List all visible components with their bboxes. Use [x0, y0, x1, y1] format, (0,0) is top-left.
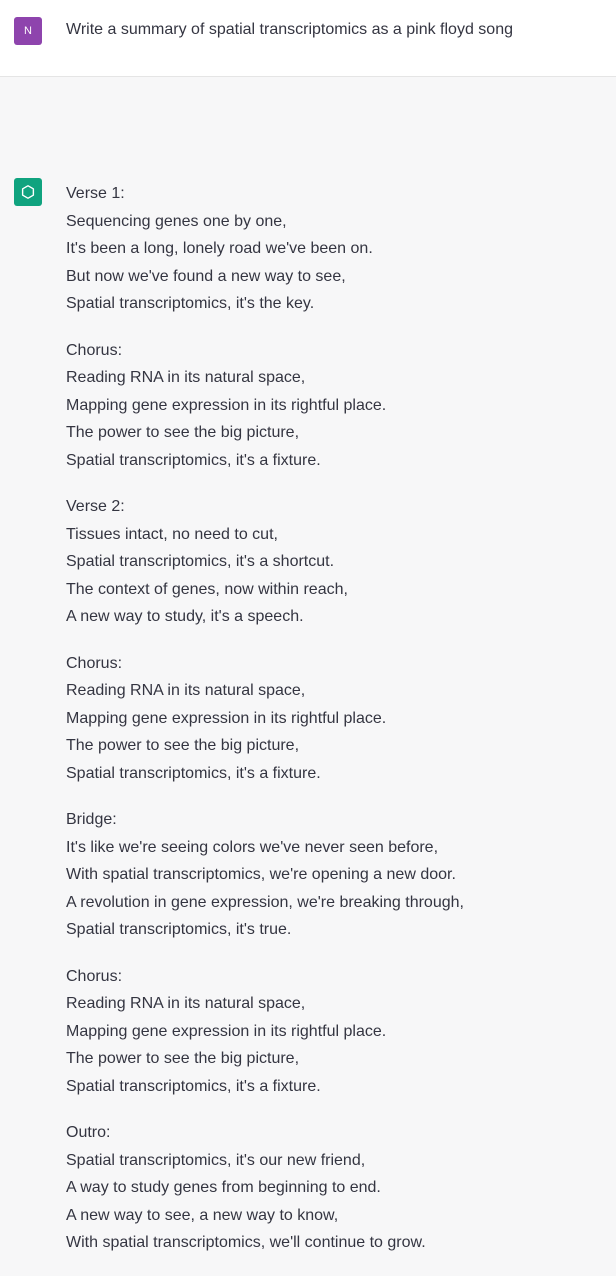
user-avatar: N [14, 17, 42, 45]
lyric-line: A new way to see, a new way to know, [66, 1206, 339, 1224]
lyric-line: Sequencing genes one by one, [66, 212, 287, 230]
user-message-row [0, 0, 616, 77]
user-message-text: Write a summary of spatial transcriptomics as a pink floyd song [66, 21, 513, 38]
lyric-line: A way to study genes from beginning to end. [66, 1179, 381, 1196]
lyric-line: But now we've found a new way to see, [66, 267, 346, 285]
stanza-chorus-2 [66, 650, 606, 788]
stanza-chorus-3 [66, 963, 606, 1101]
lyric-line: Reading RNA in its natural space, [66, 682, 306, 699]
lyric-line: Reading RNA in its natural space, [66, 369, 306, 386]
lyric-line: It's like we're seeing colors we've never seen before, [66, 838, 439, 856]
assistant-avatar [14, 178, 42, 206]
lyric-line: Spatial transcriptomics, it's a fixture. [66, 451, 321, 469]
stanza-heading: Bridge: [66, 811, 117, 828]
stanza-heading: Chorus: [66, 341, 123, 359]
lyric-line: The context of genes, now within reach, [66, 580, 348, 598]
lyric-line: Mapping gene expression in its rightful place. [66, 1022, 387, 1040]
lyric-line: Mapping gene expression in its rightful place. [66, 709, 387, 727]
stanza-heading: Verse 2: [66, 498, 125, 515]
lyric-line: Tissues intact, no need to cut, [66, 525, 278, 543]
lyric-line: The power to see the big picture, [66, 737, 300, 754]
assistant-message-text [66, 180, 606, 1276]
lyric-line: It's been a long, lonely road we've been on. [66, 240, 373, 257]
stanza-verse-1 [66, 180, 606, 318]
stanza-bridge [66, 806, 606, 944]
lyric-line: With spatial transcriptomics, we're opening a new door. [66, 866, 456, 883]
lyric-line: With spatial transcriptomics, we'll continue to grow. [66, 1234, 426, 1251]
lyric-line: Reading RNA in its natural space, [66, 995, 306, 1012]
lyric-line: Spatial transcriptomics, it's our new friend, [66, 1151, 366, 1169]
stanza-heading: Verse 1: [66, 185, 125, 202]
lyric-line: A revolution in gene expression, we're breaking through, [66, 893, 464, 911]
lyric-line: Spatial transcriptomics, it's true. [66, 921, 292, 938]
stanza-chorus-1 [66, 337, 606, 475]
lyric-line: The power to see the big picture, [66, 424, 300, 441]
openai-logo-icon [18, 182, 38, 202]
lyric-line: Mapping gene expression in its rightful place. [66, 396, 387, 414]
lyric-line: A new way to study, it's a speech. [66, 608, 304, 625]
lyric-line: Spatial transcriptomics, it's a fixture. [66, 764, 321, 782]
lyric-line: Spatial transcriptomics, it's a fixture. [66, 1077, 321, 1095]
stanza-verse-2 [66, 493, 606, 631]
stanza-heading: Chorus: [66, 654, 123, 672]
stanza-heading: Chorus: [66, 967, 123, 985]
stanza-heading: Outro: [66, 1124, 111, 1141]
lyric-line: Spatial transcriptomics, it's a shortcut. [66, 553, 335, 570]
lyric-line: The power to see the big picture, [66, 1050, 300, 1067]
lyric-line: Spatial transcriptomics, it's the key. [66, 295, 315, 312]
stanza-outro [66, 1119, 606, 1257]
